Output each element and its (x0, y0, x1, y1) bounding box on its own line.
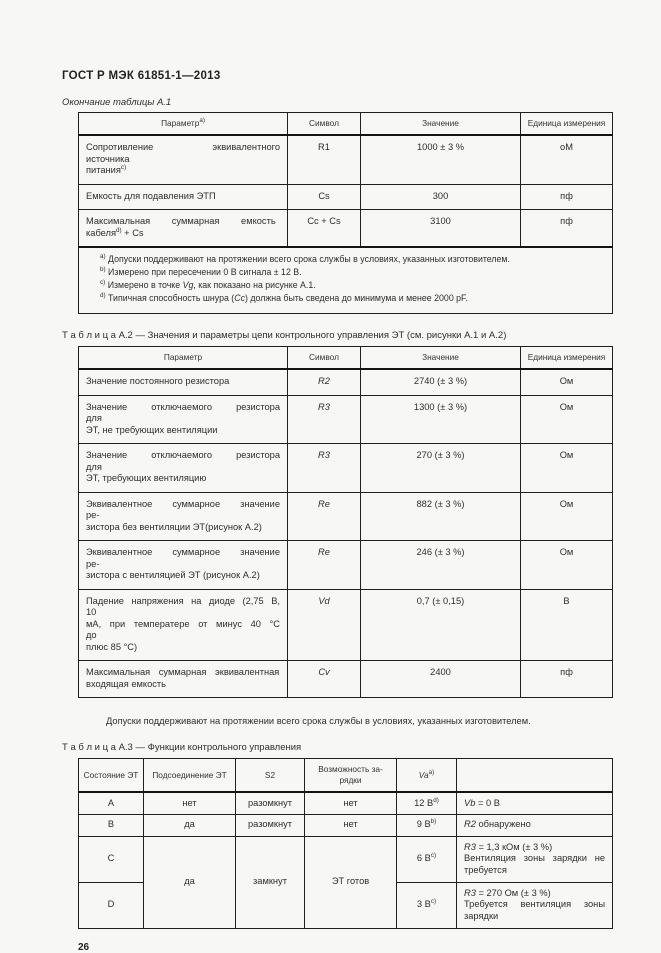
table-row (79, 135, 613, 184)
cell-parameter: Падение напряжения на диоде (2,75 В, 10 мА, при температере от минус 40 °С до плюс 85 °С) (79, 589, 288, 661)
cell-state: A (79, 792, 144, 814)
cell-note: R3 = 270 Ом (± 3 %) Требуется вентиляция зоны зарядки (457, 882, 613, 928)
cell-unit: пф (521, 184, 613, 210)
cell-symbol: Vd (288, 589, 361, 661)
footnote-c: $^{c)}$ Измерено в точке Vg, как показано на рисунке А.1. (100, 279, 316, 290)
page-number: 26 (78, 941, 90, 953)
cell-possibility: нет (305, 814, 397, 836)
footnote-b: $^{b)}$ Измерено при пересечении 0 В сигнала ± 12 В. (100, 266, 302, 277)
column-header-blank (457, 759, 613, 793)
cell-unit: оМ (521, 135, 613, 184)
table-row (79, 444, 613, 493)
cell-value: 0,7 (± 0,15) (361, 589, 521, 661)
cell-unit: пф (521, 661, 613, 698)
cell-symbol: R2 (288, 369, 361, 395)
table-a1 (78, 112, 613, 314)
column-header-value: Значение (361, 347, 521, 370)
column-header-unit: Единица измерения (521, 347, 613, 370)
table-row (79, 369, 613, 395)
cell-connection: нет (144, 792, 236, 814)
footnote-a: $^{a)}$ Допуски поддерживают на протяжении всего срока службы в условиях, указанных изготовителем. (100, 253, 510, 264)
cell-parameter: Значение отключаемого резистора для ЭТ, требующих вентиляцию (79, 444, 288, 493)
column-header-possibility: Возможность за- рядки (305, 759, 397, 793)
cell-unit: Ом (521, 541, 613, 590)
cell-unit: Ом (521, 395, 613, 444)
cell-value: 882 (± 3 %) (361, 492, 521, 541)
cell-unit: Ом (521, 492, 613, 541)
table-a2-caption: Т а б л и ц а А.2 — Значения и параметры цепи контрольного управления ЭТ (см. рисунки А.1 и А.2) (62, 330, 507, 341)
column-header-value: Значение (361, 113, 521, 136)
table-row (79, 589, 613, 661)
footnote-d: $^{d)}$ Типичная способность шнура (Cc) должна быть сведена до минимума и менее 2000 pF. (100, 292, 468, 303)
cell-parameter: Сопротивление эквивалентного источника питания$^{c)}$ (79, 135, 288, 184)
cell-symbol: R1 (288, 135, 361, 184)
cell-s2: разомкнут (236, 814, 305, 836)
column-header-parameter: Параметр$^{a)}$ (79, 113, 288, 136)
table-row (79, 661, 613, 698)
cell-va: 9 $В^{b)}$ (397, 814, 457, 836)
cell-possibility-merged: ЭТ готов (305, 836, 397, 928)
cell-unit: Ом (521, 444, 613, 493)
column-header-s2: S2 (236, 759, 305, 793)
table-footnotes-row (79, 247, 613, 314)
cell-note: R2 обнаружено (457, 814, 613, 836)
cell-unit: В (521, 589, 613, 661)
document-title: ГОСТ Р МЭК 61851-1—2013 (62, 70, 221, 82)
cell-va: 6 $В^{c)}$ (397, 836, 457, 882)
table-row (79, 395, 613, 444)
column-header-state: Состояние ЭТ (79, 759, 144, 793)
column-header-symbol: Символ (288, 347, 361, 370)
table-row (79, 184, 613, 210)
table-row-state-b (79, 814, 613, 836)
cell-state: B (79, 814, 144, 836)
cell-value: 1000 ± 3 % (361, 135, 521, 184)
cell-va: 3 $В^{c)}$ (397, 882, 457, 928)
table-a2-header-row (79, 347, 613, 370)
column-header-parameter: Параметр (79, 347, 288, 370)
cell-connection: да (144, 814, 236, 836)
cell-s2-merged: замкнут (236, 836, 305, 928)
cell-symbol: R3 (288, 395, 361, 444)
cell-note: R3 = 1,3 кОм (± 3 %) Вентиляция зоны зарядки не требуется (457, 836, 613, 882)
cell-value: 270 (± 3 %) (361, 444, 521, 493)
cell-possibility: нет (305, 792, 397, 814)
cell-value: 3100 (361, 210, 521, 248)
table-a1-header-row (79, 113, 613, 136)
column-header-symbol: Символ (288, 113, 361, 136)
cell-parameter: Максимальная суммарная эквивалентная входящая емкость (79, 661, 288, 698)
cell-value: 2740 (± 3 %) (361, 369, 521, 395)
column-header-va: Va$^{a)}$ (397, 759, 457, 793)
tolerances-note: Допуски поддерживают на протяжении всего срока службы в условиях, указанных изготовителем. (106, 716, 531, 726)
cell-parameter: Максимальная суммарная емкость кабеля$^{d)}$ + Cs (79, 210, 288, 248)
cell-s2: разомкнут (236, 792, 305, 814)
cell-parameter: Емкость для подавления ЭТП (79, 184, 288, 210)
table-row-state-a (79, 792, 613, 814)
table-a2 (78, 346, 613, 698)
table-row-state-c (79, 836, 613, 882)
table-a1-continuation-caption: Окончание таблицы А.1 (62, 97, 172, 108)
cell-connection-merged: да (144, 836, 236, 928)
cell-value: 1300 (± 3 %) (361, 395, 521, 444)
table-a3-header-row (79, 759, 613, 793)
cell-note: Vb = 0 В (457, 792, 613, 814)
cell-symbol: Cv (288, 661, 361, 698)
cell-symbol: Cc + Cs (288, 210, 361, 248)
cell-state: D (79, 882, 144, 928)
table-a1-footnotes (79, 247, 613, 314)
cell-value: 2400 (361, 661, 521, 698)
cell-symbol: R3 (288, 444, 361, 493)
cell-symbol: Re (288, 492, 361, 541)
table-a3-caption: Т а б л и ц а А.3 — Функции контрольного управления (62, 742, 302, 753)
cell-parameter: Эквивалентное суммарное значение ре- зистора с вентиляцией ЭТ (рисунок А.2) (79, 541, 288, 590)
cell-va: 12 $В^{d)}$ (397, 792, 457, 814)
cell-value: 246 (± 3 %) (361, 541, 521, 590)
table-row (79, 541, 613, 590)
column-header-connection: Подсоединение ЭТ (144, 759, 236, 793)
cell-parameter: Значение постоянного резистора (79, 369, 288, 395)
cell-unit: Ом (521, 369, 613, 395)
cell-symbol: Cs (288, 184, 361, 210)
cell-unit: пф (521, 210, 613, 248)
cell-value: 300 (361, 184, 521, 210)
cell-parameter: Эквивалентное суммарное значение ре- зистора без вентиляции ЭТ(рисунок А.2) (79, 492, 288, 541)
cell-state: C (79, 836, 144, 882)
table-row (79, 492, 613, 541)
table-a3 (78, 758, 613, 929)
cell-symbol: Re (288, 541, 361, 590)
cell-parameter: Значение отключаемого резистора для ЭТ, не требующих вентиляции (79, 395, 288, 444)
table-row (79, 210, 613, 248)
column-header-unit: Единица измерения (521, 113, 613, 136)
